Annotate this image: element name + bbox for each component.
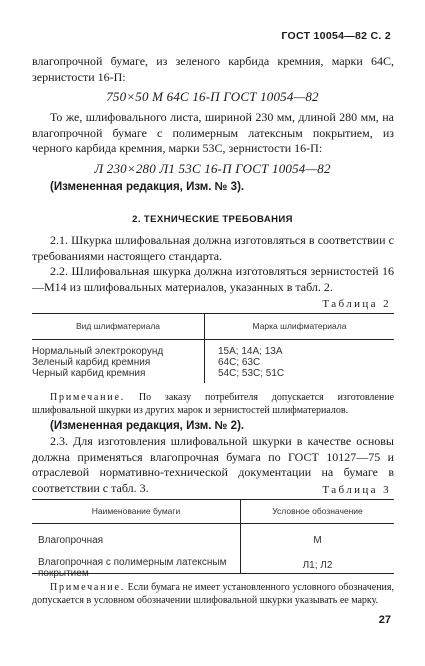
designation-example-2: Л 230×280 Л1 53С 16-П ГОСТ 10054—82 [94, 161, 331, 176]
table-2-caption: Таблица 2 [322, 298, 391, 310]
table-3-row-1-code: М [313, 535, 322, 546]
table-2-header-grade: Марка шлифматериала [252, 321, 347, 331]
table-3-bottom-rule [32, 573, 394, 574]
table-2-row-3-grade: 54С; 53С; 51С [218, 368, 285, 379]
table-3-row-1-name: Влагопрочная [38, 535, 104, 546]
table-2-header-rule [32, 339, 394, 340]
edition-note-2: (Измененная редакция, Изм. № 2). [50, 420, 245, 432]
table-3-header-rule [32, 523, 394, 524]
table-3-row-2-code: Л1; Л2 [302, 560, 333, 571]
edition-note-1: (Измененная редакция, Изм. № 3). [50, 181, 245, 193]
table-2-body-divider [204, 339, 205, 383]
table-2-note [32, 392, 394, 417]
designation-example-1: 750×50 М 64С 16-П ГОСТ 10054—82 [106, 89, 319, 104]
table-3-row-2-name: Влагопрочная с полимерным латексным [38, 557, 227, 568]
paragraph-2-1: 2.1. Шкурка шлифовальная должна изготовляться в соответствии с требованиями настоящего стандарта. [32, 233, 394, 263]
note-2-text: Если бумага не имеет установленного условного обозначения, допускается в условном обозначении шлифовальной шкурки указывать ее марку. [32, 582, 394, 606]
table-3-caption: Таблица 3 [322, 484, 391, 496]
table-2-row-2-material: Зеленый карбид кремния [32, 357, 151, 368]
table-2-row-1-material: Нормальный электрокорунд [32, 346, 164, 357]
table-3-top-rule [32, 499, 394, 500]
section-title: 2. ТЕХНИЧЕСКИЕ ТРЕБОВАНИЯ [132, 214, 293, 225]
page-header: ГОСТ 10054—82 С. 2 [281, 30, 391, 42]
table-3-header-code: Условное обозначение [272, 506, 363, 516]
note-1-label: Примечание. [50, 392, 126, 403]
table-2-row-2-grade: 64С; 63С [218, 357, 261, 368]
paragraph-2-2: 2.2. Шлифовальная шкурка должна изготовляться зернистостей 16—М14 из шлифовальных материалов, указанных в табл. 2. [32, 264, 394, 294]
paragraph-2-3: 2.3. Для изготовления шлифовальной шкурки в качестве основы должна применяться влагопрочная бумага по ГОСТ 10127—75 и отраслевой нормативно-технической документации на бумаге в соответствии с табл. 3. [32, 434, 394, 495]
table-3-note [32, 582, 394, 607]
table-2-row-3-material: Черный карбид кремния [32, 368, 146, 379]
table-2-header-material: Вид шлифматериала [75, 321, 161, 331]
table-3-header-name: Наименование бумаги [91, 506, 181, 516]
note-1-text: По заказу потребителя допускается изготовление шлифовальной шкурки из других марок и зернистостей шлифматериалов. [32, 392, 395, 416]
table-2-row-1-grade: 15А; 14А; 13А [218, 346, 283, 357]
table-2-top-rule [32, 313, 394, 314]
page-number: 27 [378, 614, 391, 626]
note-2-label: Примечание. [50, 582, 126, 593]
paragraph-same-sheet: То же, шлифовального листа, шириной 230 мм, длиной 280 мм, на влагопрочной бумаге с полимерным латексным покрытием, из черного карбида кремния, марки 53С, зернистости 16-П: [32, 110, 394, 155]
paragraph-continuation: влагопрочной бумаге, из зеленого карбида кремния, марки 64С, зернистости 16-П: [32, 54, 394, 84]
